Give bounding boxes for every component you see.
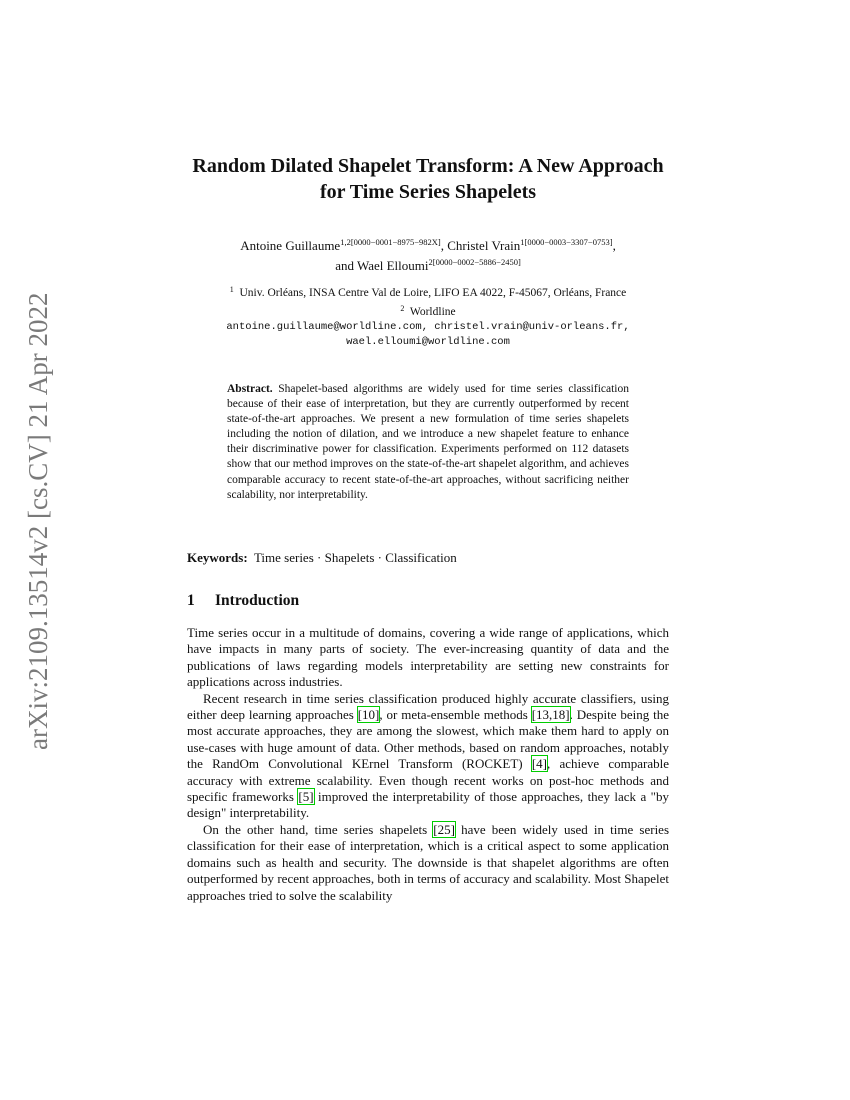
body-text bbox=[187, 625, 669, 904]
affiliation-number: 2 bbox=[400, 304, 405, 313]
keywords-text: Time series · Shapelets · Classification bbox=[253, 550, 457, 565]
arxiv-identifier-stamp: arXiv:2109.13514v2 [cs.CV] 21 Apr 2022 bbox=[23, 292, 53, 750]
author-orcid: 1[0000−0003−3307−0753] bbox=[520, 237, 613, 247]
citation-link[interactable]: [10] bbox=[357, 707, 380, 723]
author-name: Christel Vrain bbox=[447, 238, 521, 253]
paragraph-text: , or meta-ensemble methods bbox=[379, 707, 532, 723]
section-heading bbox=[187, 591, 299, 611]
citation-link[interactable]: [4] bbox=[531, 756, 548, 772]
paragraph: Time series occur in a multitude of domains, covering a wide range of applications, which have impacts in many parts of society. The ever-increasing quantity of data and the publications of laws regarding models interpretability are setting new constraints for applications across industries. bbox=[187, 625, 669, 690]
author-separator: , bbox=[440, 238, 448, 253]
paragraph-text: On the other hand, time series shapelets bbox=[203, 821, 434, 837]
abstract-label: Abstract. bbox=[227, 383, 273, 395]
section-number: 1 bbox=[187, 592, 195, 609]
paragraph-text: . Despite being the most accurate approaches, they are among the slowest, which make them hard to apply on use-cases with huge amount of data. Other methods, based on random approaches, notably the RandOm Convolutional KErnel Transform (ROCKET) bbox=[187, 707, 669, 772]
paragraph-text: , achieve comparable accuracy with extreme scalability. Even though recent works on post-hoc methods and specific frameworks bbox=[187, 756, 670, 805]
author-separator: , bbox=[612, 238, 616, 253]
author-name: Antoine Guillaume bbox=[240, 238, 341, 253]
affiliation-1 bbox=[187, 282, 669, 301]
citation-link[interactable]: [5] bbox=[298, 789, 314, 805]
citation-link[interactable]: [13,18] bbox=[531, 707, 570, 723]
abstract bbox=[227, 382, 629, 503]
paper-title: Random Dilated Shapelet Transform: A New Approach for Time Series Shapelets bbox=[192, 155, 664, 203]
paragraph bbox=[187, 691, 669, 822]
citation-link[interactable]: [25] bbox=[433, 821, 455, 837]
email-line: wael.elloumi@worldline.com bbox=[346, 336, 510, 348]
paragraph-text: have been widely used in time series classification for their ease of interpretation, which is a critical aspect to some application domains such as health and security. The downside is that shapelet algorithms are often outperformed by recent approaches, both in terms of accuracy and scalability. Most Shapelet approaches tried to solve the scalability bbox=[187, 821, 670, 903]
affiliation-number: 1 bbox=[229, 285, 234, 294]
affiliations bbox=[187, 282, 669, 350]
affiliation-text: Worldline bbox=[409, 306, 456, 318]
email-line: antoine.guillaume@worldline.com, christel.vrain@univ-orleans.fr, bbox=[226, 321, 630, 333]
paragraph-text: Recent research in time series classification produced highly accurate classifiers, using either deep learning approaches bbox=[187, 690, 669, 723]
abstract-text: Shapelet-based algorithms are widely used for time series classification because of their ease of interpretation, but they are currently outperformed by recent state-of-the-art approaches. We present a new formulation of time series shapelets including the notion of dilation, and we introduce a new shapelet feature to enhance their discriminative power for classification. Experiments performed on 112 datasets show that our method improves on the state-of-the-art shapelet algorithm, and achieves comparable accuracy to recent state-of-the-art approaches, without sacrificing neither scalability, nor interpretability. bbox=[227, 383, 629, 501]
author-list bbox=[187, 234, 669, 274]
affiliation-text: Univ. Orléans, INSA Centre Val de Loire, LIFO EA 4022, F-45067, Orléans, France bbox=[239, 287, 627, 299]
affiliation-2 bbox=[187, 301, 669, 320]
keywords bbox=[187, 549, 669, 566]
section-title: Introduction bbox=[215, 592, 300, 609]
author-orcid: 2[0000−0002−5886−2450] bbox=[428, 257, 521, 267]
paragraph-text: improved the interpretability of those approaches, they lack a "by design" interpretability. bbox=[187, 789, 669, 821]
paragraph bbox=[187, 822, 669, 904]
keywords-label: Keywords: bbox=[187, 550, 248, 565]
author-orcid: 1,2[0000−0001−8975−982X] bbox=[340, 237, 441, 247]
author-name: and Wael Elloumi bbox=[335, 258, 429, 273]
